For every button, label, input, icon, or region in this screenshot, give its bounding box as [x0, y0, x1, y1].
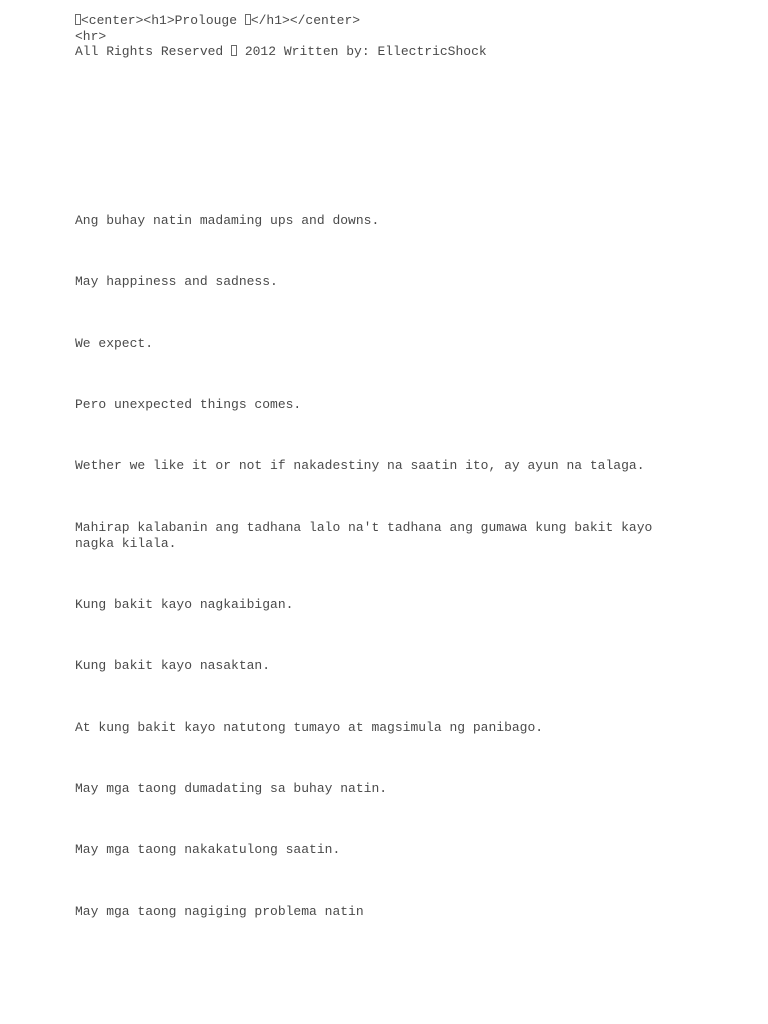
- paragraph: May mga taong nakakatulong saatin.: [75, 842, 341, 857]
- copyright-text-start: All Rights Reserved: [75, 44, 232, 59]
- paragraph: Wether we like it or not if nakadestiny na saatin ito, ay ayun na talaga.: [75, 458, 645, 473]
- paragraph: At kung bakit kayo natutong tumayo at magsimula ng panibago.: [75, 720, 544, 735]
- paragraph: Kung bakit kayo nasaktan.: [75, 658, 271, 673]
- paragraph: May happiness and sadness.: [75, 274, 278, 289]
- title-markup-closing: </h1></center>: [250, 13, 361, 28]
- hr-markup-line: <hr>: [75, 29, 107, 44]
- paragraph: Pero unexpected things comes.: [75, 397, 302, 412]
- copyright-line: [75, 44, 690, 60]
- copyright-text-end: 2012 Written by: EllectricShock: [237, 44, 487, 59]
- title-markup-line: [75, 13, 690, 29]
- title-markup-text: <center><h1>Prolouge: [81, 13, 245, 28]
- paragraph: Kung bakit kayo nagkaibigan.: [75, 597, 294, 612]
- paragraph: May mga taong nagiging problema natin: [75, 904, 364, 919]
- paragraph: Ang buhay natin madaming ups and downs.: [75, 213, 380, 228]
- paragraph: May mga taong dumadating sa buhay natin.: [75, 781, 388, 796]
- paragraph: Mahirap kalabanin ang tadhana lalo na't tadhana ang gumawa kung bakit kayo nagka kilala.: [75, 520, 661, 551]
- paragraph: We expect.: [75, 336, 154, 351]
